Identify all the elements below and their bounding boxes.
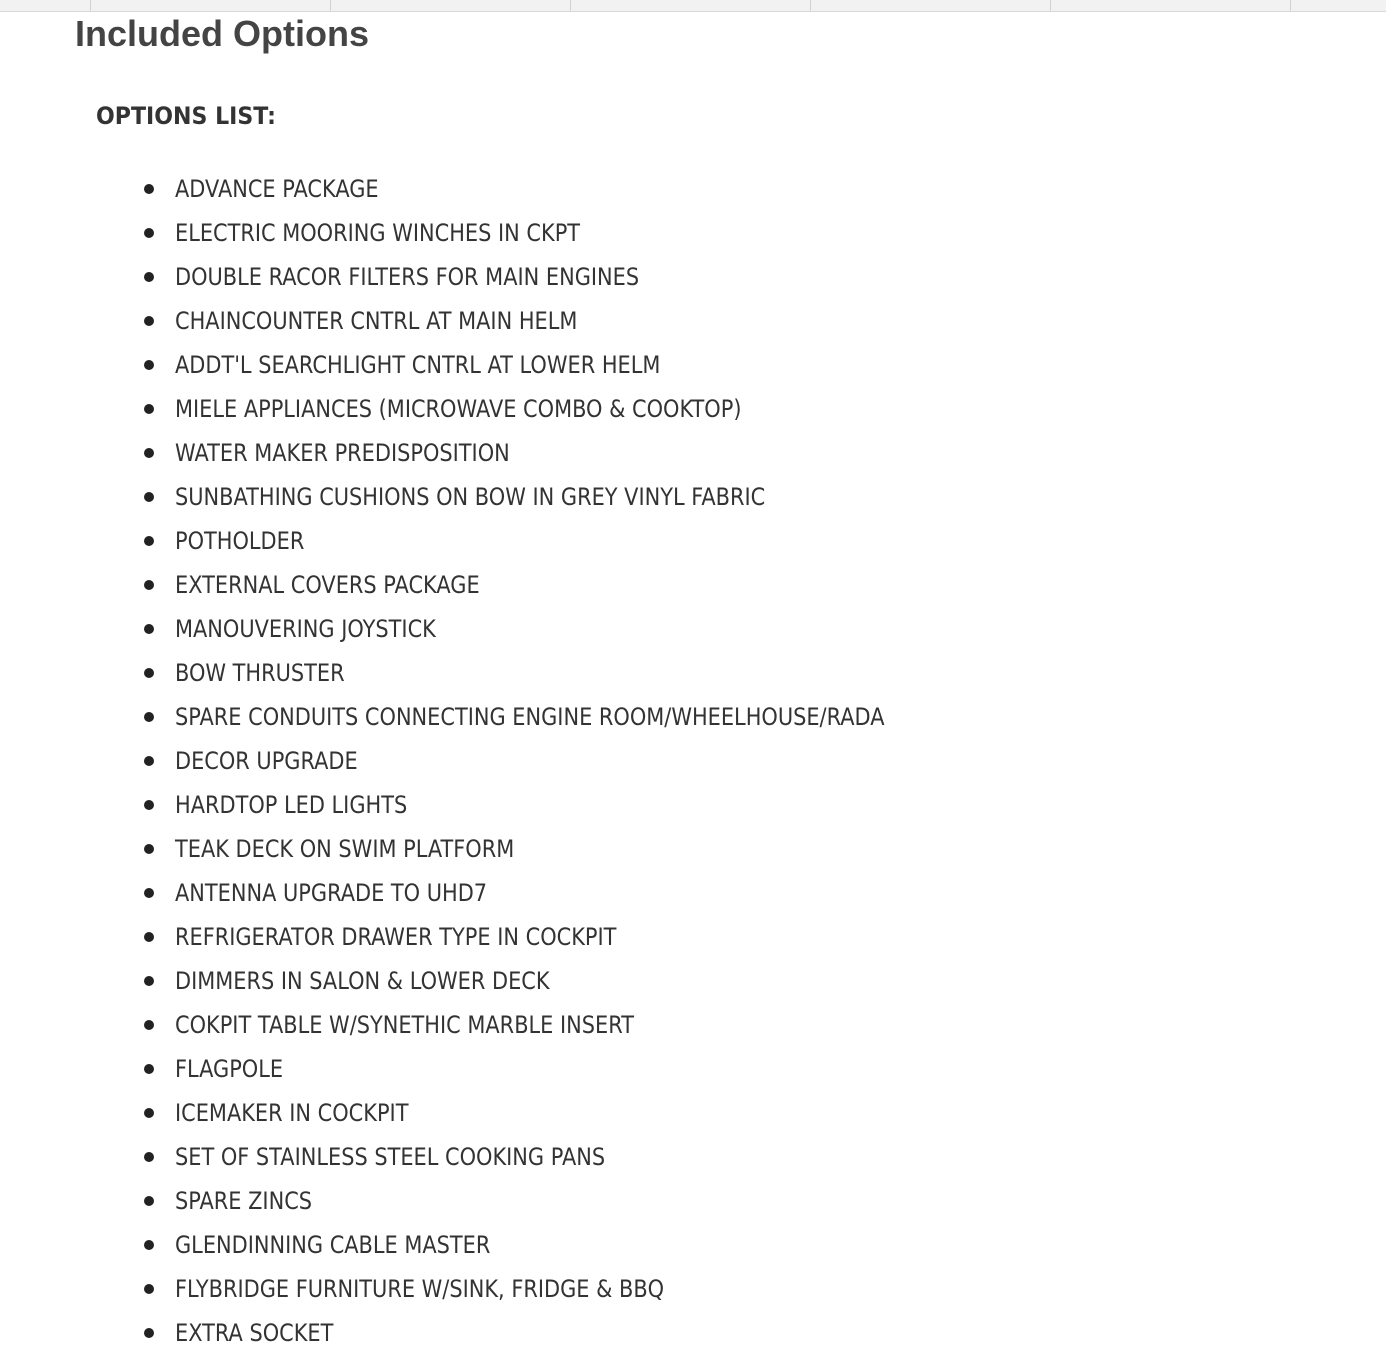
bullet-icon xyxy=(144,492,154,502)
list-item-label: TEAK DECK ON SWIM PLATFORM xyxy=(175,835,515,863)
list-item-label: SPARE ZINCS xyxy=(175,1187,313,1215)
list-item-label: CHAINCOUNTER CNTRL AT MAIN HELM xyxy=(175,307,578,335)
bullet-icon xyxy=(144,316,154,326)
list-item xyxy=(140,1179,991,1223)
top-tab[interactable] xyxy=(811,0,1051,11)
list-item-label: SPARE CONDUITS CONNECTING ENGINE ROOM/WHEELHOUSE/RADA xyxy=(175,703,885,731)
bullet-icon xyxy=(144,712,154,722)
list-item xyxy=(140,167,991,211)
list-item-label: REFRIGERATOR DRAWER TYPE IN COCKPIT xyxy=(175,923,617,951)
top-tab[interactable] xyxy=(1051,0,1291,11)
list-item-label: FLYBRIDGE FURNITURE W/SINK, FRIDGE & BBQ xyxy=(175,1275,665,1303)
top-tab[interactable] xyxy=(571,0,811,11)
bullet-icon xyxy=(144,1240,154,1250)
list-item-label: ADVANCE PACKAGE xyxy=(175,175,379,203)
top-tab[interactable] xyxy=(331,0,571,11)
list-item-label: DIMMERS IN SALON & LOWER DECK xyxy=(175,967,550,995)
bullet-icon xyxy=(144,1196,154,1206)
list-item-label: POTHOLDER xyxy=(175,527,305,555)
list-item-label: MANOUVERING JOYSTICK xyxy=(175,615,436,643)
top-tab-strip xyxy=(0,0,1386,12)
bullet-icon xyxy=(144,756,154,766)
list-item xyxy=(140,475,991,519)
bullet-icon xyxy=(144,1152,154,1162)
bullet-icon xyxy=(144,228,154,238)
list-item xyxy=(140,915,991,959)
list-item xyxy=(140,299,991,343)
list-item-label: ELECTRIC MOORING WINCHES IN CKPT xyxy=(175,219,581,247)
list-item-label: FLAGPOLE xyxy=(175,1055,284,1083)
bullet-icon xyxy=(144,1064,154,1074)
options-list-heading: OPTIONS LIST: xyxy=(96,102,276,130)
bullet-icon xyxy=(144,624,154,634)
list-item xyxy=(140,1223,991,1267)
list-item xyxy=(140,211,991,255)
list-item-label: SET OF STAINLESS STEEL COOKING PANS xyxy=(175,1143,606,1171)
list-item xyxy=(140,431,991,475)
top-tab[interactable] xyxy=(91,0,331,11)
bullet-icon xyxy=(144,580,154,590)
list-item-label: MIELE APPLIANCES (MICROWAVE COMBO & COOKTOP) xyxy=(175,395,742,423)
list-item xyxy=(140,1091,991,1135)
list-item xyxy=(140,959,991,1003)
bullet-icon xyxy=(144,976,154,986)
list-item-label: HARDTOP LED LIGHTS xyxy=(175,791,408,819)
list-item xyxy=(140,739,991,783)
list-item xyxy=(140,1311,991,1354)
bullet-icon xyxy=(144,932,154,942)
section-title: Included Options xyxy=(75,13,369,54)
list-item xyxy=(140,255,991,299)
list-item xyxy=(140,519,991,563)
bullet-icon xyxy=(144,1108,154,1118)
bullet-icon xyxy=(144,404,154,414)
bullet-icon xyxy=(144,360,154,370)
bullet-icon xyxy=(144,184,154,194)
list-item xyxy=(140,387,991,431)
top-tab[interactable] xyxy=(1291,0,1386,11)
list-item-label: BOW THRUSTER xyxy=(175,659,345,687)
list-item xyxy=(140,1267,991,1311)
list-item-label: ADDT'L SEARCHLIGHT CNTRL AT LOWER HELM xyxy=(175,351,661,379)
bullet-icon xyxy=(144,1284,154,1294)
list-item-label: EXTERNAL COVERS PACKAGE xyxy=(175,571,480,599)
top-tab[interactable] xyxy=(0,0,91,11)
list-item xyxy=(140,827,991,871)
list-item xyxy=(140,607,991,651)
list-item-label: SUNBATHING CUSHIONS ON BOW IN GREY VINYL FABRIC xyxy=(175,483,766,511)
options-list xyxy=(140,167,991,1354)
list-item xyxy=(140,1047,991,1091)
list-item xyxy=(140,871,991,915)
bullet-icon xyxy=(144,800,154,810)
bullet-icon xyxy=(144,888,154,898)
bullet-icon xyxy=(144,448,154,458)
list-item-label: DECOR UPGRADE xyxy=(175,747,358,775)
list-item-label: ANTENNA UPGRADE TO UHD7 xyxy=(175,879,488,907)
list-item xyxy=(140,1135,991,1179)
list-item xyxy=(140,783,991,827)
bullet-icon xyxy=(144,272,154,282)
list-item xyxy=(140,1003,991,1047)
list-item-label: EXTRA SOCKET xyxy=(175,1319,334,1347)
bullet-icon xyxy=(144,844,154,854)
list-item-label: DOUBLE RACOR FILTERS FOR MAIN ENGINES xyxy=(175,263,640,291)
bullet-icon xyxy=(144,1328,154,1338)
list-item-label: GLENDINNING CABLE MASTER xyxy=(175,1231,491,1259)
list-item xyxy=(140,343,991,387)
list-item-label: ICEMAKER IN COCKPIT xyxy=(175,1099,409,1127)
bullet-icon xyxy=(144,1020,154,1030)
list-item-label: WATER MAKER PREDISPOSITION xyxy=(175,439,510,467)
bullet-icon xyxy=(144,536,154,546)
list-item xyxy=(140,695,991,739)
list-item-label: COKPIT TABLE W/SYNETHIC MARBLE INSERT xyxy=(175,1011,634,1039)
list-item xyxy=(140,563,991,607)
bullet-icon xyxy=(144,668,154,678)
list-item xyxy=(140,651,991,695)
